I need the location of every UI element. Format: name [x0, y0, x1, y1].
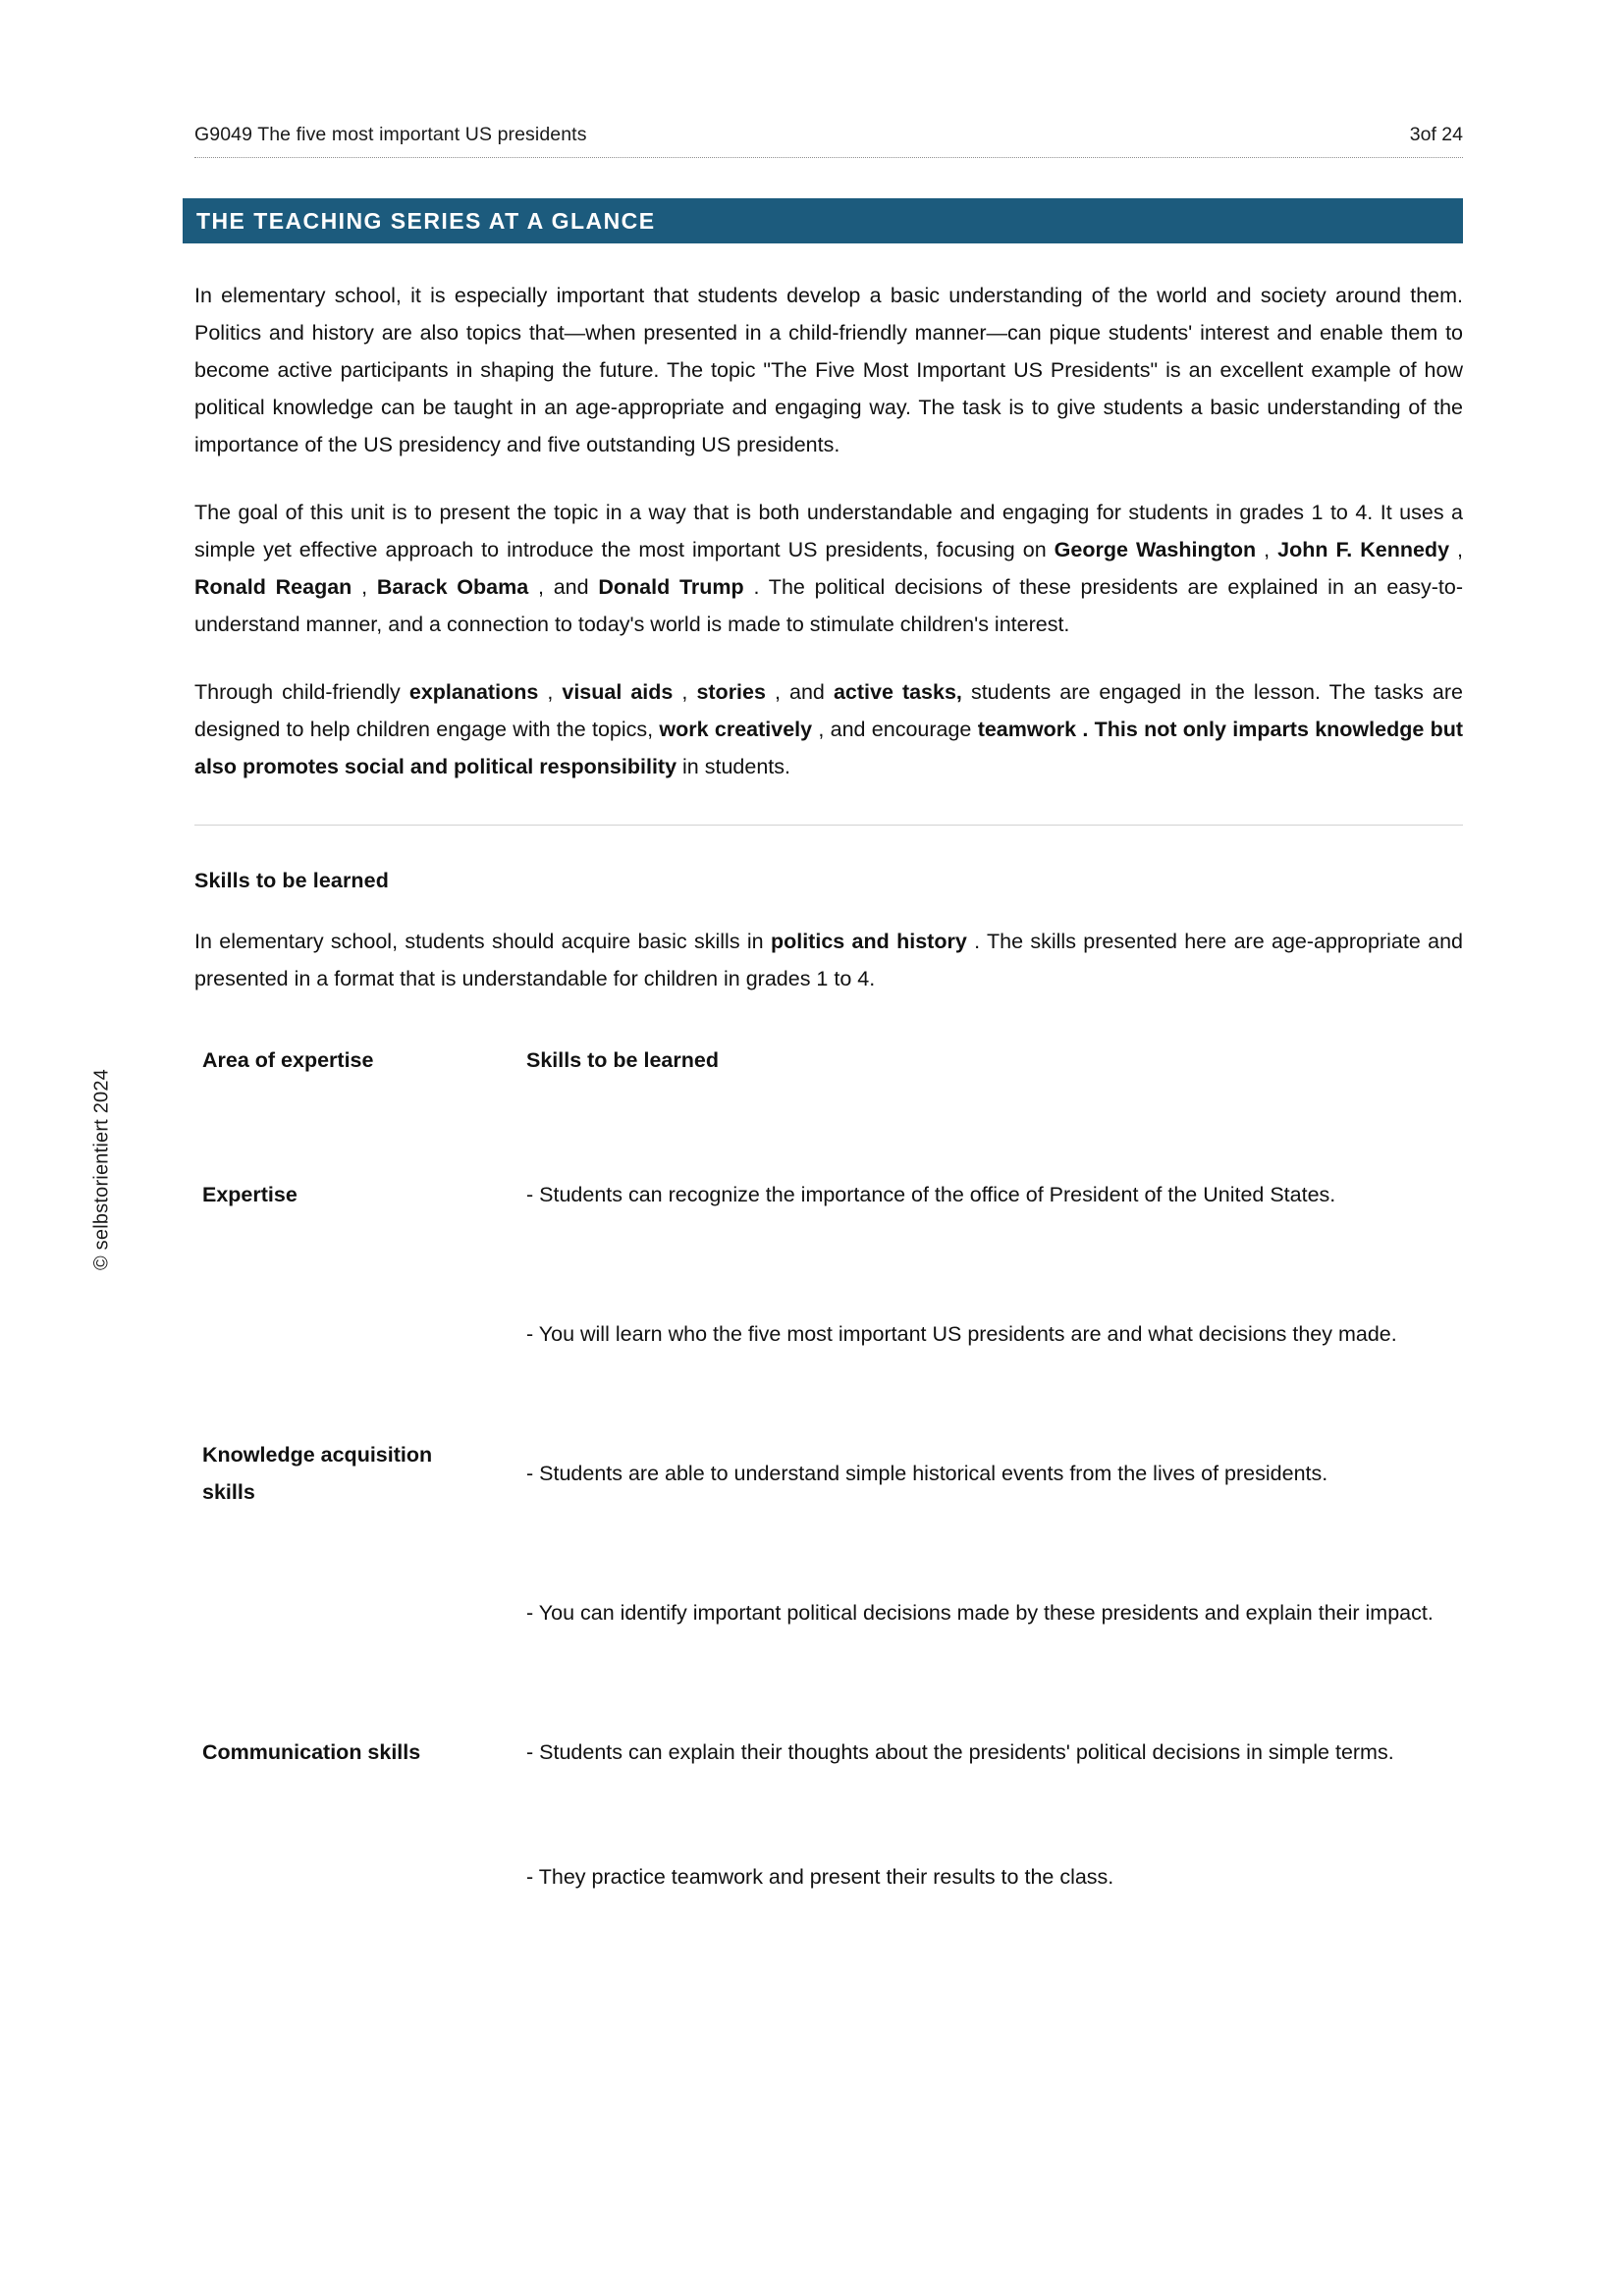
- methods-separator-3: , and: [765, 680, 834, 704]
- cell-skill-description: - You will learn who the five most important US presidents are and what decisions they made.: [526, 1322, 1397, 1346]
- skills-table: [194, 1048, 1463, 1932]
- president-name-4: Barack Obama: [376, 575, 529, 599]
- column-header-area: Area of expertise: [202, 1048, 374, 1072]
- method-term-explanations: explanations: [408, 680, 539, 704]
- cell-area-of-expertise: [194, 1822, 479, 1932]
- skills-intro-bold-term: politics and history: [770, 930, 967, 953]
- intro-paragraph: [194, 277, 1463, 463]
- methods-tail-text: in students.: [677, 755, 790, 778]
- president-name-3: Ronald Reagan: [194, 575, 352, 599]
- running-header: [194, 124, 1463, 146]
- cell-area-of-expertise: Expertise: [202, 1183, 298, 1206]
- section-banner: [183, 198, 1463, 243]
- goal-tail-text: . The political decisions of these presidents are explained in an easy-to-understand manner, and a connection to today's world is made to stimulate children's interest.: [194, 575, 1464, 636]
- table-row: [194, 1822, 1463, 1932]
- cell-skill-description: - Students can explain their thoughts about the presidents' political decisions in simple terms.: [526, 1740, 1394, 1764]
- methods-separator-2: ,: [673, 680, 697, 704]
- table-row: [194, 1543, 1463, 1682]
- method-term-work-creatively: work creatively: [659, 718, 813, 741]
- skills-intro-tail: . The skills presented here are age-appropriate and presented in a format that is understandable for children in grades 1 to 4.: [194, 930, 1463, 990]
- skills-intro-paragraph: [194, 923, 1463, 997]
- cell-skill-description: - They practice teamwork and present their results to the class.: [526, 1865, 1114, 1889]
- cell-skill-description: - You can identify important political decisions made by these presidents and explain their impact.: [526, 1601, 1434, 1625]
- methods-lead-text: Through child-friendly: [194, 680, 409, 704]
- cell-skill-description: - Students are able to understand simple historical events from the lives of presidents.: [526, 1462, 1328, 1485]
- table-row: [194, 1682, 1463, 1822]
- page-number: 3of 24: [1409, 124, 1463, 145]
- copyright-notice: © selbstorientiert 2024: [90, 1069, 113, 1271]
- method-term-stories: stories: [696, 680, 766, 704]
- methods-separator-5: , and encourage: [812, 718, 978, 741]
- skills-subheading: Skills to be learned: [194, 869, 389, 892]
- goal-paragraph: [194, 494, 1463, 643]
- method-term-active-tasks: active tasks,: [833, 680, 962, 704]
- separator-1: ,: [1256, 538, 1278, 561]
- section-divider: [194, 825, 1463, 826]
- table-row: [194, 1264, 1463, 1404]
- cell-area-of-expertise: Knowledge acquisition skills: [202, 1443, 433, 1504]
- separator-2: ,: [1449, 538, 1464, 561]
- intro-paragraph-text: In elementary school, it is especially important that students develop a basic understanding of the world and society around them. Politics and history are also topics that—when presented in a child-friendly manner—can pique students' interest and enable them to become active participants in shaping the future. The topic "The Five Most Important US Presidents" is an excellent example of how political knowledge can be taught in an age-appropriate and engaging way. The task is to give students a basic understanding of the importance of the US presidency and five outstanding US presidents.: [194, 284, 1463, 456]
- separator-4: , and: [528, 575, 599, 599]
- document-title: G9049 The five most important US presidents: [194, 124, 587, 145]
- president-name-2: John F. Kennedy: [1277, 538, 1450, 561]
- main-content: [194, 277, 1463, 1932]
- methods-paragraph: [194, 673, 1463, 785]
- cell-area-of-expertise: Communication skills: [202, 1740, 421, 1764]
- methods-separator-1: ,: [538, 680, 563, 704]
- president-name-1: George Washington: [1054, 538, 1257, 561]
- skills-intro-lead: In elementary school, students should acquire basic skills in: [194, 930, 771, 953]
- president-name-5: Donald Trump: [598, 575, 744, 599]
- table-row: [194, 1404, 1463, 1543]
- table-header-row: [194, 1048, 1463, 1125]
- method-term-visual-aids: visual aids: [562, 680, 674, 704]
- column-header-skills: Skills to be learned: [526, 1048, 719, 1072]
- methods-middle-text: students are engaged in the lesson. The tasks are designed to help children engage with the topics,: [194, 680, 1463, 741]
- section-banner-title: THE TEACHING SERIES AT A GLANCE: [196, 207, 656, 234]
- table-row: [194, 1125, 1463, 1264]
- goal-lead-text: The goal of this unit is to present the topic in a way that is both understandable and engaging for students in grades 1 to 4. It uses a simple yet effective approach to introduce the most important US presidents, focusing on: [194, 501, 1463, 561]
- cell-area-of-expertise: [194, 1543, 479, 1682]
- header-divider: [194, 157, 1463, 158]
- method-term-teamwork-responsibility: teamwork . This not only imparts knowledge but also promotes social and political responsibility: [194, 718, 1464, 778]
- cell-skill-description: - Students can recognize the importance of the office of President of the United States.: [526, 1183, 1336, 1206]
- separator-3: ,: [352, 575, 377, 599]
- cell-area-of-expertise: [194, 1264, 479, 1404]
